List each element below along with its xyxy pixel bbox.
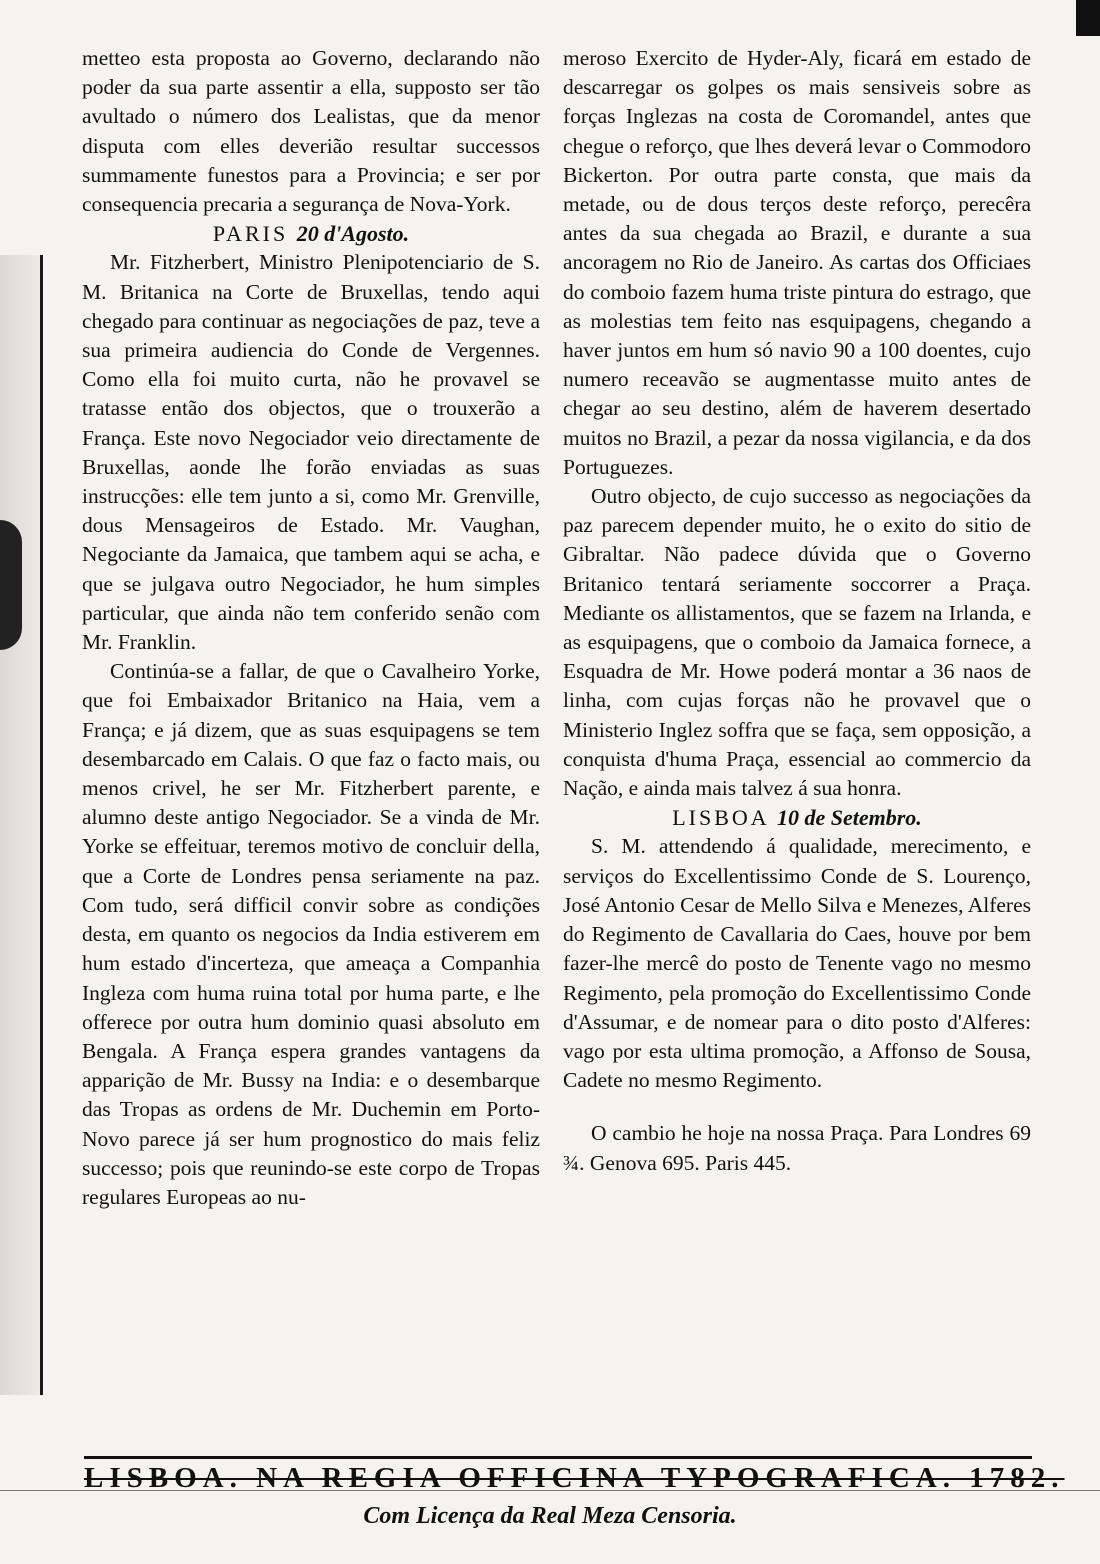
right-column — [563, 44, 1031, 1178]
left-column — [82, 44, 540, 1212]
fold-line — [0, 1490, 1100, 1491]
left-paragraph-2: Mr. Fitzherbert, Ministro Plenipotenciario de S. M. Britanica na Corte de Bruxellas, tendo aqui chegado para continuar as negociações de paz, teve a sua primeira audiencia do Conde de Vergennes. Como ella foi muito curta, não he provavel se tratasse então dos objectos, que o trouxerão a França. Este novo Negociador veio directamente de Bruxellas, aonde lhe forão enviadas as suas instrucções: elle tem junto a si, como Mr. Grenville, dous Mensageiros de Estado. Mr. Vaughan, Negociante da Jamaica, que tambem aqui se acha, e que se julgava outro Negociador, he hum simples particular, que ainda não tem conferido senão com Mr. Franklin. — [82, 250, 540, 655]
dateline-place: PARIS — [212, 221, 289, 247]
right-paragraph-2: Outro objecto, de cujo successo as negociações da paz parecem depender muito, he o exito do sitio de Gibraltar. Não padece dúvida que o Governo Britanico tentará seriamente soccorrer a Praça. Mediante os allistamentos, que se fazem na Irlanda, e as esquipagens, que o comboio da Jamaica fornece, a Esquadra de Mr. Howe poderá montar a 36 naos de linha, com cujas forças não he provavel que o Ministerio Inglez soffra que se faça, sem opposição, a conquista d'huma Praça, essencial ao commercio da Nação, e ainda mais talvez á sua honra. — [563, 484, 1031, 801]
lisboa-dateline — [563, 803, 1031, 832]
dateline-date: 10 de Setembro. — [776, 805, 922, 831]
paris-dateline — [82, 219, 540, 248]
dateline-place: LISBOA — [672, 805, 769, 831]
exchange-rates-paragraph: O cambio he hoje na nossa Praça. Para Londres 69 ¾. Genova 695. Paris 445. — [563, 1121, 1031, 1175]
page-binding-edge — [0, 255, 43, 1395]
censorship-license: Com Licença da Real Meza Censoria. — [363, 1503, 737, 1529]
right-paragraph-3: S. M. attendendo á qualidade, merecimento, e serviços do Excellentissimo Conde de S. Lourenço, José Antonio Cesar de Mello Silva e Menezes, Alferes do Regimento de Cavallaria do Caes, houve por bem fazer-lhe mercê do posto de Tenente vago no mesmo Regimento, pela promoção do Excellentissimo Conde d'Assumar, e de nomear para o dito posto d'Alferes: vago por esta ultima promoção, a Affonso de Sousa, Cadete no mesmo Regimento. — [563, 834, 1031, 1093]
dateline-date: 20 d'Agosto. — [296, 221, 410, 247]
corner-ink-mark — [1076, 0, 1100, 36]
left-paragraph-3: Continúa-se a fallar, de que o Cavalheiro Yorke, que foi Embaixador Britanico na Haia, vem a França; e já dizem, que as suas esquipagens se tem desembarcado em Calais. O que faz o facto mais, ou menos crivel, he ser Mr. Fitzherbert parente, e alumno deste antigo Negociador. Se a vinda de Mr. Yorke se effeituar, teremos motivo de concluir della, que a Corte de Londres pensa seriamente na paz. Com tudo, será difficil convir sobre as condições desta, em quanto os negocios da India estiverem em hum estado d'incerteza, que ameaça a Companhia Ingleza com huma ruina total por huma parte, e lhe offerece por outra hum dominio quasi absoluto em Bengala. A França espera grandes vantagens da apparição de Mr. Bussy na India: e o desembarque das Tropas as ordens de Mr. Duchemin em Porto-Novo parece já ser hum prognostico do mais feliz successo; pois que reunindo-se este corpo de Tropas regulares Europeas ao nu- — [82, 659, 540, 1209]
binding-notch-mark — [0, 520, 22, 650]
left-paragraph-1: metteo esta proposta ao Governo, declarando não poder da sua parte assentir a ella, supposto ser tão avultado o número dos Lealistas, que da menor disputa com elles deverião resultar successos summamente funestos para a Provincia; e ser por consequencia precaria a segurança de Nova-York. — [82, 46, 540, 217]
right-paragraph-1: meroso Exercito de Hyder-Aly, ficará em estado de descarregar os golpes os mais sensiveis sobre as forças Inglezas na costa de Coromandel, antes que chegue o reforço, que lhes deverá levar o Commodoro Bickerton. Por outra parte consta, que mais da metade, ou de dous terços deste reforço, perecêra antes da sua chegada ao Brazil, e durante a sua ancoragem no Rio de Janeiro. As cartas dos Officiaes do comboio fazem huma triste pintura do estrago, que as molestias tem feito nas esquipagens, chegando a haver juntos em hum só navio 90 a 100 doentes, cujo numero receavão se augmentasse muito antes de chegar ao seu destino, além de haverem desertado muitos no Brazil, a pezar da nossa vigilancia, e da dos Portuguezes. — [563, 46, 1031, 479]
footer-rule — [84, 1456, 1032, 1459]
printer-imprint: LISBOA. NA REGIA OFFICINA TYPOGRAFICA. 1782. — [84, 1462, 1065, 1494]
